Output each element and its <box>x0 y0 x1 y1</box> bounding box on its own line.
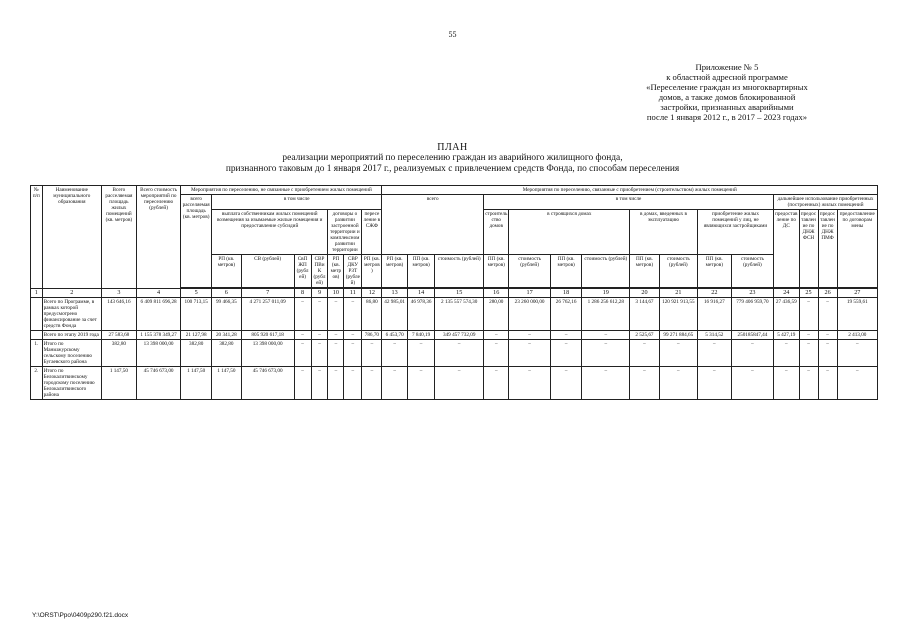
column-number: 14 <box>407 289 435 298</box>
hdr-sub: ПП (кв. метров) <box>630 255 660 288</box>
hdr-total-cost: Всего стоимость мероприятий по переселению (рублей) <box>136 186 180 289</box>
appendix-line: домов, а также домов блокированной <box>658 92 796 102</box>
table-cell: – <box>799 367 818 400</box>
column-number: 27 <box>837 289 877 298</box>
hdr-g2-buy-non: приобретение жилых помещений у лиц, не являющихся застройщиками <box>697 210 773 255</box>
hdr-g2-total: всего <box>382 195 484 255</box>
table-cell: 45 746 673,00 <box>241 367 294 400</box>
table-cell: 6 409 811 696,28 <box>136 298 180 331</box>
table-cell: – <box>731 367 773 400</box>
hdr-sub: СВ (рублей) <box>241 255 294 288</box>
column-number: 13 <box>382 289 407 298</box>
table-cell: 1 147,50 <box>101 367 136 400</box>
table-cell: – <box>311 298 328 331</box>
hdr-sub: ПП (кв. метров) <box>697 255 731 288</box>
hdr-mo: Наименование муниципального образования <box>42 186 101 289</box>
table-cell: – <box>382 367 407 400</box>
table-cell: 5 427,19 <box>774 331 799 340</box>
table-row <box>31 367 878 400</box>
column-number: 23 <box>731 289 773 298</box>
hdr-g2-dg: предоставление по ДС <box>774 210 799 288</box>
table-cell: – <box>294 340 311 367</box>
table-cell: – <box>328 367 344 400</box>
hdr-sub: стоимость (рублей) <box>731 255 773 288</box>
table-body <box>31 298 878 400</box>
column-number: 10 <box>328 289 344 298</box>
hdr-group-1: Мероприятия по переселению, не связанные с приобретением жилых помещений <box>181 186 382 195</box>
hdr-g2-build: строительство домов <box>484 210 509 255</box>
hdr-sub: стоимость (рублей) <box>435 255 484 288</box>
column-number: 21 <box>659 289 697 298</box>
table-cell: – <box>818 340 837 367</box>
hdr-g2-dm: предоставление по ДНЖ ПМФ <box>818 210 837 288</box>
table-cell: – <box>344 367 362 400</box>
table-cell: – <box>484 331 509 340</box>
hdr-sub: СвП ЖП (рублей) <box>294 255 311 288</box>
table-cell: – <box>818 331 837 340</box>
table-cell: – <box>484 367 509 400</box>
table-cell: 99 466,35 <box>212 298 242 331</box>
table-cell: 120 921 913,55 <box>659 298 697 331</box>
row-name-cell: Итого по Маньчжурскому сельскому поселению Бугаевского района <box>42 340 101 367</box>
table-cell: 13 398 000,00 <box>241 340 294 367</box>
table-cell: 21 127,98 <box>181 331 212 340</box>
appendix-block <box>597 62 857 122</box>
table-cell: – <box>435 367 484 400</box>
column-number: 20 <box>630 289 660 298</box>
table-cell: – <box>697 367 731 400</box>
table-cell: 99 271 884,65 <box>659 331 697 340</box>
table-cell <box>31 298 43 331</box>
table-cell: 26 762,16 <box>550 298 582 331</box>
table-cell: 1 155 378 349,27 <box>136 331 180 340</box>
hdr-sub: стоимость (рублей) <box>659 255 697 288</box>
hdr-total-area: Всего расселяемая площадь жилых помещений (кв. метров) <box>101 186 136 289</box>
table-cell: 5 314,52 <box>697 331 731 340</box>
column-number: 18 <box>550 289 582 298</box>
hdr-sub: СВР ДКУ РЗТ (рублей) <box>345 256 360 286</box>
table-cell: 349 457 732,09 <box>435 331 484 340</box>
table-cell: – <box>659 367 697 400</box>
table-cell: – <box>344 331 362 340</box>
table-cell <box>31 331 43 340</box>
table-cell: – <box>659 340 697 367</box>
table-cell: – <box>311 331 328 340</box>
table-cell: 45 746 673,00 <box>136 367 180 400</box>
hdr-g1-other: переселение в СЖФ <box>362 210 382 255</box>
table-cell: – <box>799 340 818 367</box>
hdr-g1-payout: выплата собственникам жилых помещений возмещения за изымаемые жилые помещения и предоставление субсидий <box>212 210 328 255</box>
table-cell: 19 559,61 <box>837 298 877 331</box>
table-cell: 382,80 <box>212 340 242 367</box>
table-cell: 280,00 <box>484 298 509 331</box>
table-cell: 143 646,16 <box>101 298 136 331</box>
appendix-line: Приложение № 5 <box>695 62 759 72</box>
column-number: 11 <box>344 289 362 298</box>
table-cell: 1 147,50 <box>181 367 212 400</box>
table-cell: – <box>407 340 435 367</box>
table-cell: – <box>697 340 731 367</box>
table-cell: – <box>294 298 311 331</box>
table-cell: 805 920 617,18 <box>241 331 294 340</box>
hdr-g1-kri: договоры о развитии застроенной территории и комплексном развитии территории <box>328 210 362 255</box>
table-cell: – <box>382 340 407 367</box>
table-cell: 7 840,19 <box>407 331 435 340</box>
table-cell: 13 398 000,00 <box>136 340 180 367</box>
table-cell: 2 135 557 574,30 <box>435 298 484 331</box>
table-cell: 250185847,44 <box>731 331 773 340</box>
column-numbers-row <box>31 289 878 298</box>
hdr-g2-buy-done: в домах, введенных в эксплуатацию <box>630 210 698 255</box>
table-cell: – <box>818 367 837 400</box>
table-cell: – <box>328 331 344 340</box>
table-cell: 16 916,27 <box>697 298 731 331</box>
table-row <box>31 331 878 340</box>
table-cell: 6 453,70 <box>382 331 407 340</box>
table-cell: – <box>484 340 509 367</box>
title-heading: ПЛАН <box>437 142 468 153</box>
hdr-g2-dnp: предоставление по ДНЖ ФСН <box>799 210 818 288</box>
column-number: 15 <box>435 289 484 298</box>
table-cell: – <box>582 367 630 400</box>
hdr-sub: ПП (кв. метров) <box>407 255 435 288</box>
row-name-cell: Всего по Программе, в рамках которой предусмотрено финансирование за счет средств Фонда <box>42 298 101 331</box>
table-cell: 2 525,67 <box>630 331 660 340</box>
hdr-sub: стоимость (рублей) <box>509 255 550 288</box>
table-cell: 1 286 256 612,28 <box>582 298 630 331</box>
table-cell: – <box>799 331 818 340</box>
hdr-g2-sale: предоставление по договорам мены <box>837 210 877 288</box>
hdr-sub: ПП (кв. метров) <box>484 255 509 288</box>
column-number: 19 <box>582 289 630 298</box>
table-cell: 1. <box>31 340 43 367</box>
appendix-line: «Переселение граждан из многоквартирных <box>646 82 808 92</box>
document-title <box>60 142 845 175</box>
table-cell: – <box>731 340 773 367</box>
table-cell: – <box>509 367 550 400</box>
table-cell: – <box>837 340 877 367</box>
hdr-sub: РП (кв. метров) <box>328 255 344 288</box>
column-number: 8 <box>294 289 311 298</box>
hdr-sub: СВР ПВи К (рублей) <box>311 255 328 288</box>
table-cell: – <box>328 340 344 367</box>
table-cell: – <box>509 340 550 367</box>
column-number: 26 <box>818 289 837 298</box>
column-number: 5 <box>181 289 212 298</box>
hdr-sub: РП (кв. метров) <box>362 255 382 288</box>
table-cell: 382,80 <box>181 340 212 367</box>
table-cell: 786,70 <box>362 331 382 340</box>
title-line: реализации мероприятий по переселению граждан из аварийного жилищного фонда, <box>282 153 623 163</box>
plan-table <box>30 185 878 400</box>
table-cell: 42 985,01 <box>382 298 407 331</box>
table-cell: – <box>582 331 630 340</box>
hdr-sub: РП (кв. метров) <box>382 255 407 288</box>
hdr-g2-incl: в том числе <box>484 195 774 210</box>
table-cell: – <box>362 367 382 400</box>
table-cell: – <box>837 367 877 400</box>
table-cell: – <box>294 331 311 340</box>
table-cell: – <box>774 340 799 367</box>
hdr-g2-buy-new: в строящихся домах <box>509 210 630 255</box>
table-cell: 100 713,15 <box>181 298 212 331</box>
table-cell: – <box>630 340 660 367</box>
table-cell: 2. <box>31 367 43 400</box>
table-cell: – <box>362 340 382 367</box>
column-number: 3 <box>101 289 136 298</box>
hdr-no: № п/п <box>31 186 43 289</box>
hdr-g2-further: дальнейшее использование приобретенных (построенных) жилых помещений <box>774 195 878 210</box>
table-row <box>31 340 878 367</box>
table-cell: 20 341,28 <box>212 331 242 340</box>
hdr-sub: стоимость (рублей) <box>582 255 630 288</box>
table-cell: – <box>550 340 582 367</box>
title-line: признанного таковым до 1 января 2017 г., реализуемых с привлечением средств Фонда, по способам переселения <box>225 164 680 174</box>
table-cell: 27 583,68 <box>101 331 136 340</box>
column-number: 17 <box>509 289 550 298</box>
column-number: 7 <box>241 289 294 298</box>
appendix-line: застройки, признанных аварийными <box>660 102 794 112</box>
appendix-line: к областной адресной программе <box>666 72 788 82</box>
column-number: 2 <box>42 289 101 298</box>
table-cell: 382,80 <box>101 340 136 367</box>
table-cell: – <box>294 367 311 400</box>
table-cell: 86,80 <box>362 298 382 331</box>
hdr-sub: ПП (кв. метров) <box>550 255 582 288</box>
hdr-g1-incl: в том числе <box>212 195 382 210</box>
table-cell: – <box>774 367 799 400</box>
table-cell: 779 406 959,70 <box>731 298 773 331</box>
hdr-g1-total: всего расселяемая площадь (кв. метров) <box>181 195 212 288</box>
column-number: 25 <box>799 289 818 298</box>
table-cell: – <box>344 340 362 367</box>
file-path-footer: Y:\ORST\Ppo\0409p290.f21.docx <box>32 612 129 619</box>
column-number: 12 <box>362 289 382 298</box>
column-number: 9 <box>311 289 328 298</box>
column-number: 24 <box>774 289 799 298</box>
table-cell: 27 436,59 <box>774 298 799 331</box>
table-cell: – <box>344 298 362 331</box>
table-cell: – <box>407 367 435 400</box>
row-name-cell: Всего по этапу 2019 года <box>42 331 101 340</box>
table-cell: 3 144,67 <box>630 298 660 331</box>
column-number: 1 <box>31 289 43 298</box>
table-cell: – <box>818 298 837 331</box>
table-cell: – <box>435 340 484 367</box>
table-cell: – <box>509 331 550 340</box>
table-cell: 46 978,36 <box>407 298 435 331</box>
column-number: 4 <box>136 289 180 298</box>
table-cell: – <box>550 331 582 340</box>
table-cell: 1 147,50 <box>212 367 242 400</box>
table-cell: – <box>799 298 818 331</box>
table-cell: 4 271 257 011,09 <box>241 298 294 331</box>
table-cell: – <box>582 340 630 367</box>
table-cell: – <box>328 298 344 331</box>
row-name-cell: Итого по Белокалитвинскому городскому поселению Белокалитвинского района <box>42 367 101 400</box>
table-cell: – <box>550 367 582 400</box>
table-cell: 23 260 000,00 <box>509 298 550 331</box>
column-number: 22 <box>697 289 731 298</box>
table-cell: 2 413,00 <box>837 331 877 340</box>
table-cell: – <box>311 367 328 400</box>
table-row <box>31 298 878 331</box>
table-cell: – <box>311 340 328 367</box>
column-number: 6 <box>212 289 242 298</box>
page-number: 55 <box>448 30 457 39</box>
column-number: 16 <box>484 289 509 298</box>
hdr-sub: РП (кв. метров) <box>212 255 242 288</box>
table-cell: – <box>630 367 660 400</box>
appendix-line: после 1 января 2012 г., в 2017 – 2023 годах» <box>646 112 808 122</box>
hdr-group-2: Мероприятия по переселению, связанные с приобретением (строительством) жилых помещений <box>382 186 878 195</box>
